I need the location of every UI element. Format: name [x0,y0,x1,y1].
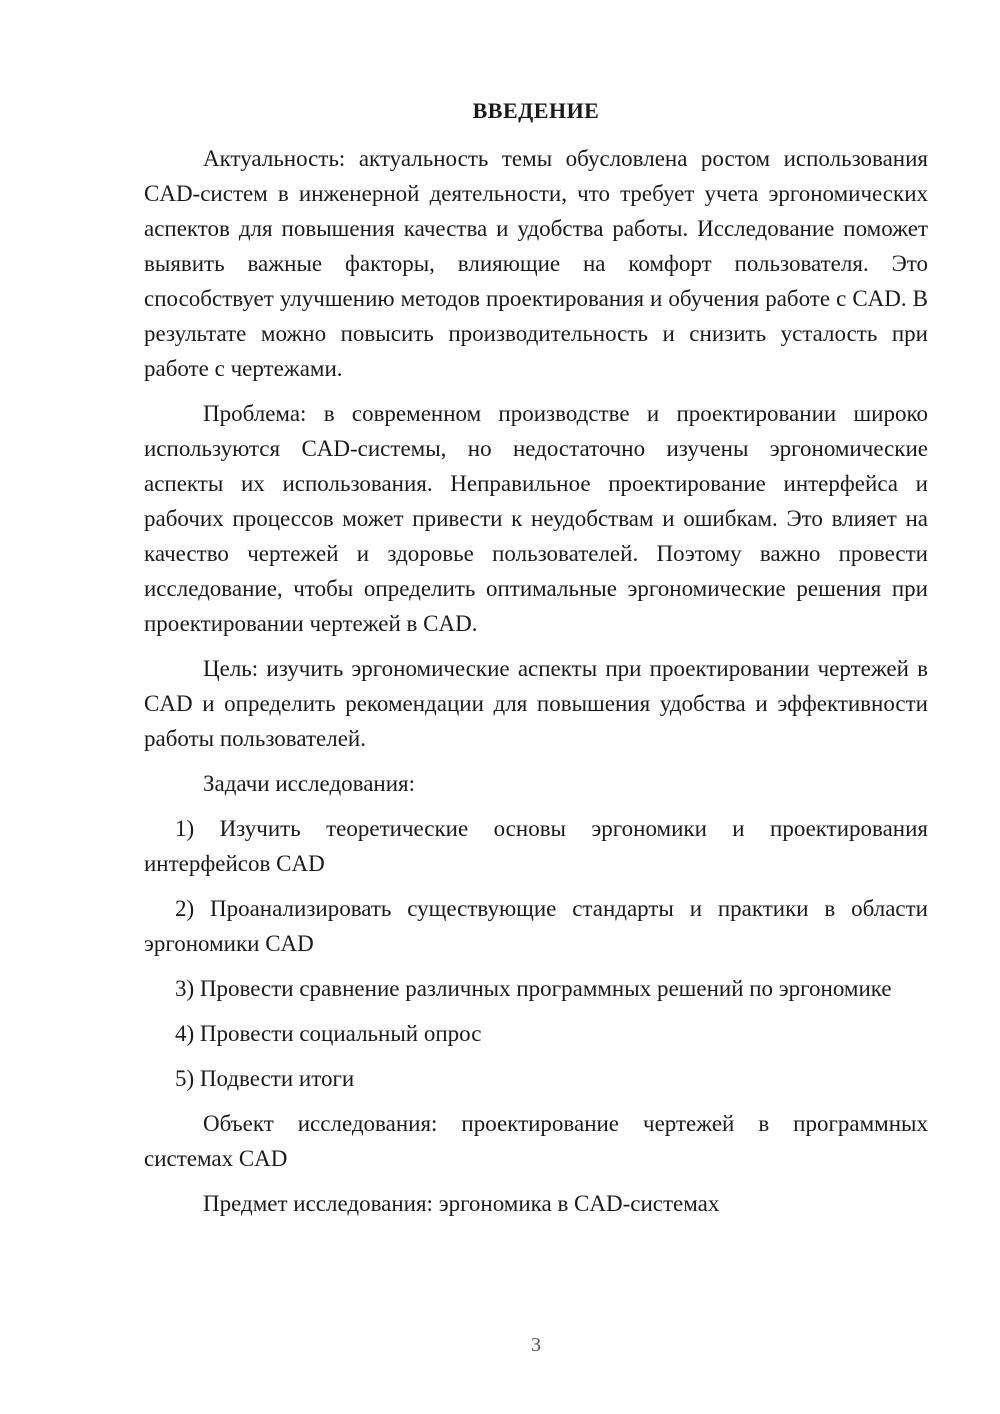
paragraph-goal: Цель: изучить эргономические аспекты при проектировании чертежей в CAD и определить рекомендации для повышения удобства и эффективности работы пользователей. [144,656,928,751]
body-text [144,141,928,1221]
section-heading: ВВЕДЕНИЕ [472,98,600,123]
paragraph-problem: Проблема: в современном производстве и проектировании широко используются CAD-системы, но недостаточно изучены эргономические аспекты их использования. Неправильное проектирование интерфейса и рабочих процессов может привести к неудобствам и ошибкам. Это влияет на качество чертежей и здоровье пользователей. Поэтому важно провести исследование, чтобы определить оптимальные эргономические решения при проектировании чертежей в CAD. [144,401,928,636]
task-item-2: 2) Проанализировать существующие стандарты и практики в области эргономики CAD [144,896,928,956]
page-number: 3 [531,1334,541,1356]
task-item-5: 5) Подвести итоги [175,1066,355,1091]
task-item-4: 4) Провести социальный опрос [175,1021,482,1046]
paragraph-relevance: Актуальность: актуальность темы обусловлена ростом использования CAD-систем в инженерной деятельности, что требует учета эргономических аспектов для повышения качества и удобства работы. Исследование поможет выявить важные факторы, влияющие на комфорт пользователя. Это способствует улучшению методов проектирования и обучения работе с CAD. В результате можно повысить производительность и снизить усталость при работе с чертежами. [144,146,928,381]
paragraph-subject: Предмет исследования: эргономика в CAD-системах [203,1191,720,1216]
paragraph-tasks-intro: Задачи исследования: [203,771,416,796]
paragraph-object: Объект исследования: проектирование чертежей в программных системах CAD [144,1111,928,1171]
task-item-1: 1) Изучить теоретические основы эргономики и проектирования интерфейсов CAD [144,816,928,876]
task-item-3: 3) Провести сравнение различных программных решений по эргономике [175,976,892,1001]
